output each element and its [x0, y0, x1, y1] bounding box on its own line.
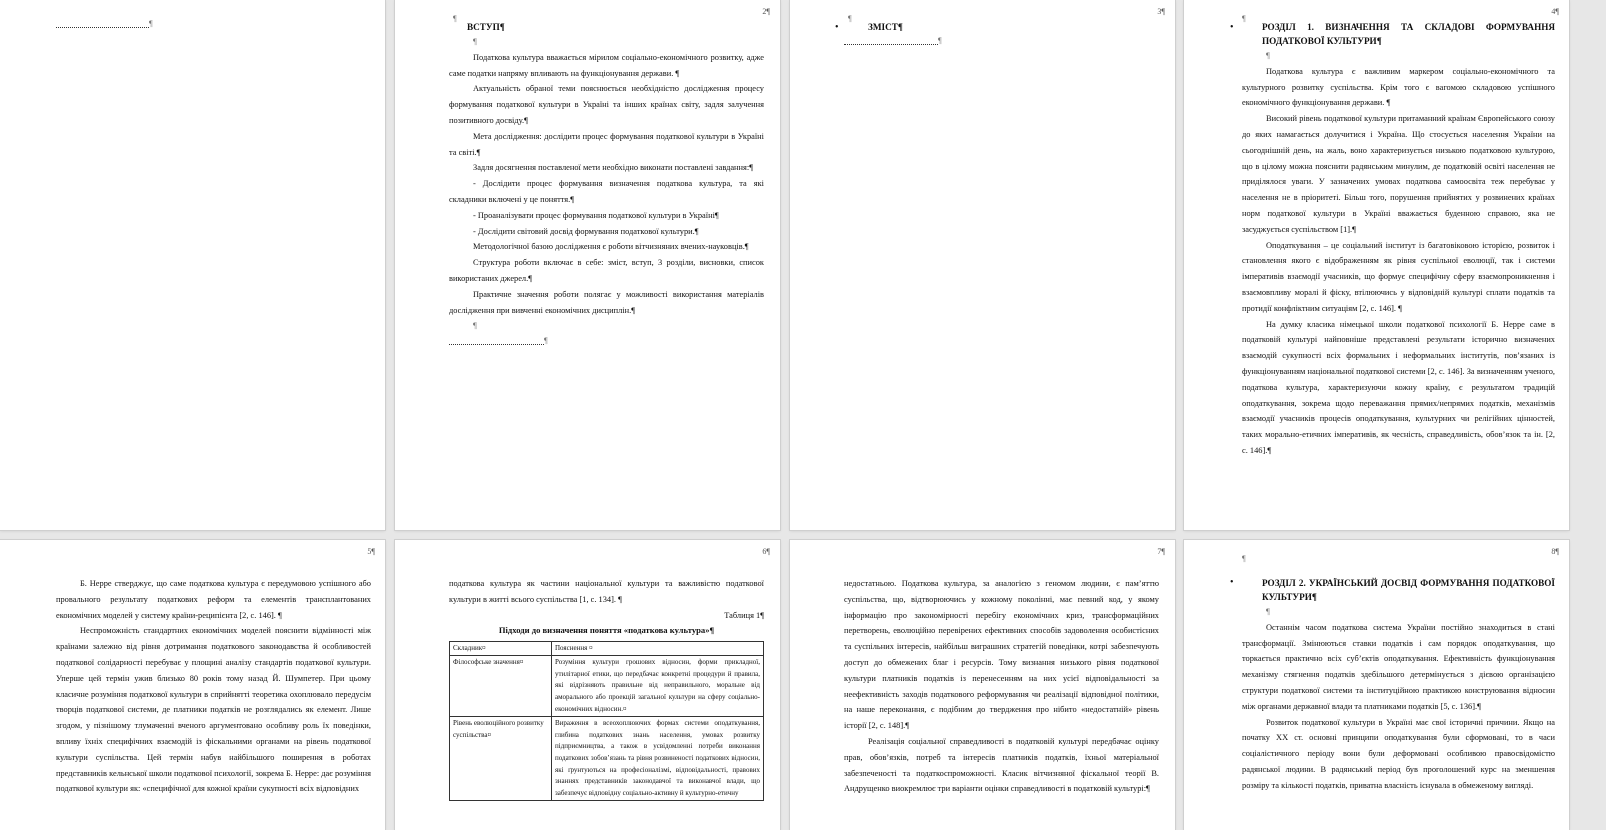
page-number: 3¶: [1157, 7, 1165, 16]
page-1-toc-line: [56, 19, 153, 28]
table-cell: Філософське значення¤: [450, 656, 552, 717]
paragraph: податкова культура як частини національної культури та важливістю податкової культури в житті всього суспільства [1, с. 134]. ¶: [449, 579, 764, 604]
definitions-table: [449, 641, 764, 802]
chapter-heading: РОЗДІЛ 1. ВИЗНАЧЕННЯ ТА СКЛАДОВІ ФОРМУВАННЯ ПОДАТКОВОЇ КУЛЬТУРИ¶: [1262, 22, 1555, 46]
paragraph: Високий рівень податкової культури притаманний країнам Європейського союзу до яких намагається долучитися і Україна. Що стосується населення України на сьогоднішній день, на жаль, воно характеризується низькою податковою культурою, що в цілому можна пояснити радянським минулим, де податковій освіті населення не приділялося уваги. У зазначених умовах податкова самоосвіта теж перебуває у населення не в пріоритеті. Більш того, порушення прийнятих у розвинених країнах норм податкової культури в Україні вважається буденною справою, яка не засуджується суспільством [1].¶: [1242, 114, 1555, 234]
paragraph: Мета дослідження: дослідити процес формування податкової культури в Україні та світі.¶: [449, 131, 764, 157]
paragraph: ¶: [1266, 607, 1270, 616]
page-4: [1184, 0, 1569, 530]
paragraph: Останнім часом податкова система України постійно знаходиться в стані трансформації. Змінюються ставки податків і сам порядок оподаткування, що торкається практично всіх суб’єктів оподаткування. Ефективність функціонування механізму стягнення податків здебільшого детермінується з дієвою організацією структури податкової системи та інституційною практикою конструювання відносин між органами державної влади та платниками податків [5, с. 136].¶: [1242, 622, 1555, 711]
paragraph: Актуальність обраної теми пояснюється необхідністю дослідження процесу формування податкової культури в Україні та інших країнах світу, задля залучення позитивного досвіду.¶: [449, 84, 764, 125]
page-5: [0, 540, 385, 830]
bullet-icon: •: [1230, 577, 1234, 588]
bullet-icon: •: [1230, 22, 1234, 33]
table-row: [450, 641, 764, 656]
paragraph: Практичне значення роботи полягає у можливості використання матеріалів дослідження при вивченні економічних дисциплін.¶: [449, 289, 764, 315]
page-8: [1184, 540, 1569, 830]
dotted-leader: [844, 38, 938, 45]
pilcrow-mark: ¶: [1242, 14, 1246, 23]
toc-line: [844, 34, 1159, 48]
end-line: [449, 334, 764, 348]
page-2: [395, 0, 780, 530]
paragraph: Методологічної базою дослідження є роботи вітчизняних вчених-науковців.¶: [473, 242, 749, 252]
paragraph: недостатньою. Податкова культура, за аналогією з геномом людини, є пам’яттю суспільства, що, відтворюючись у кожному поколінні, має певний код, у якому інформацію про закономірності перебігу економічних криз, трансформаційних перетворень, еволюційно перевірених ефективних способів задоволення особистісних та суспільних інтересів, найбільш виграшних стратегій поведінки, котрі забезпечують доступ до обмежених благ і ресурсів. Тому визнання низького рівня податкової культури платників податків із перенесенням на них усієї відповідальності за неефективність заходів податкового реформування чи реалізації відповідної політики, на наше переконання, є подібним до твердження про нібито «недостатній» рівень історії [2, с. 148].¶: [844, 579, 1159, 731]
table-cell: Рівень еволюційного розвитку суспільства¤: [450, 717, 552, 801]
paragraph: Структура роботи включає в себе: зміст, вступ, 3 розділи, висновки, список використаних джерел.¶: [449, 258, 764, 283]
pilcrow-mark: ¶: [544, 336, 548, 346]
pilcrow-mark: ¶: [848, 14, 852, 23]
paragraph: Податкова культура вважається мірилом соціально-економічного розвитку, адже саме податки напряму впливають на функціонування держави. ¶: [449, 52, 764, 78]
table-title: Підходи до визначення поняття «податкова культура»¶: [498, 624, 715, 635]
table-caption: Таблиця 1¶: [724, 610, 764, 620]
paragraph: Розвиток податкової культури в Україні має свої історичні причини. Якщо на початку XX ст. основні принципи оподаткування були сформовані, то в часи соціалістичного періоду вони були деформовані особливою правосвідомістю радянської людини. В радянський період був проголошений курс на зменшення розміру та кількості податків, приватна власність існувала в обмеженому вигляді.: [1242, 717, 1555, 790]
paragraph: Неспроможність стандартних економічних моделей пояснити відмінності між країнами залежно від рівня дотримання податкового законодавства й особливостей податкової солідарності перебуває у площині аналізу стандартів податкової культури. Уперше цей термін ужив близько 80 років тому назад Й. Шумпетер. При цьому класичне розуміння податкової культури в сприйнятті теоретика охоплювало передусім творців податкової системи, де платники податків не розглядались як елемент. Лише згодом, у пізнішому тлумаченні вченого аргументовано особливу роль їх поведінки, впливу їхніх специфічних взаємодій із фіскальними органами на рівень податкової культури суспільства. Цей термін набув найбільшого поширення в роботах представників кельнської школи податкової психології, зокрема Б. Нерре: дає розуміння податкової культури як: «специфічної для кожної країни сукупності всіх відповідних: [56, 626, 371, 794]
paragraph: Оподаткування – це соціальний інститут із багатовіковою історією, розвиток і становлення якого є відображенням як рівня суспільної еволюції, так і системи імперативів взаємодії учасників, що формує специфічну сферу взаємопроникнення і взаємовпливу моралі й фіску, втілюючись у відповідній культурі сплати податків та протидії конфліктним ситуаціям [2, с. 146]. ¶: [1242, 240, 1555, 313]
dotted-leader: [56, 21, 149, 28]
paragraph: ¶: [473, 37, 477, 46]
paragraph: ¶: [473, 321, 477, 331]
paragraph: ¶: [1266, 51, 1270, 60]
paragraph: Задля досягнення поставленої мети необхідно виконати поставлені завдання:¶: [473, 163, 753, 173]
page-number: 2¶: [762, 7, 770, 16]
page-number: 6¶: [762, 547, 770, 556]
section-heading: ВСТУП¶: [467, 22, 505, 32]
pilcrow-mark: ¶: [1242, 554, 1246, 563]
pilcrow-mark: ¶: [453, 14, 457, 23]
paragraph: - Дослідити процес формування визначення податкова культура, та які складники включені у це поняття.¶: [449, 179, 764, 204]
page-3: [790, 0, 1175, 530]
page-1: [0, 0, 385, 530]
chapter-heading: РОЗДІЛ 2. УКРАЇНСЬКИЙ ДОСВІД ФОРМУВАННЯ ПОДАТКОВОЇ КУЛЬТУРИ¶: [1262, 578, 1555, 602]
page-number: 4¶: [1551, 7, 1559, 16]
table-cell: Вираження в всеохоплюючих формах системи оподаткування, глибина податкових знань населення, умовах розвитку підприємництва, а також в усвідомленні потреби виконання податкових зобов’язань та рівня розвиненості податкових відносин, які ґрунтуються на професіоналізмі, відповідальності, правових знаннях представників законодавчої та виконавчої влади, що забезпечує відповідну соціально-активну й культурно-етичну: [552, 717, 764, 801]
page-number: 8¶: [1551, 547, 1559, 556]
dotted-leader: [449, 338, 544, 345]
paragraph: Реалізація соціальної справедливості в податковій культурі передбачає оцінку прав, обов’язків, потреб та інтересів платників податків, їхньої матеріальної забезпеченості та податкоспроможності. Класик вітчизняної фіскальної теорії В. Андрущенко виокремлює три варіанти оцінки справедливості в податковій культурі:¶: [844, 736, 1159, 794]
section-heading: ЗМІСТ¶: [868, 22, 903, 32]
table-row: [450, 656, 764, 717]
page-7: [790, 540, 1175, 830]
paragraph: Б. Нерре стверджує, що саме податкова культура є передумовою успішного або провального результату податкових реформ та елементів трансплантованих економічних моделей у систему країни-реципієнта [2, с. 146]. ¶: [56, 579, 371, 620]
paragraph: - Дослідити світовий досвід формування податкової культури.¶: [473, 226, 699, 236]
pilcrow-mark: ¶: [149, 19, 153, 28]
table-cell: Розуміння культури грошових відносин, форми прикладної, утилітарної етики, що передбачає конкретні процедури й правила, які відрізняють правильне від неправильного, моральне від аморального або проекцій загальної культури на сферу соціально-економічних відносин.¤: [552, 656, 764, 717]
pilcrow-mark: ¶: [938, 36, 942, 45]
page-6: [395, 540, 780, 830]
paragraph: Податкова культура є важливим маркером соціально-економічного та культурного розвитку суспільства. Крім того є вагомою складовою успішного економічного функціонування держави. ¶: [1242, 66, 1555, 108]
bullet-icon: •: [835, 22, 839, 33]
paragraph: На думку класика німецької школи податкової психології Б. Нерре саме в податковій культурі найповніше представлені результати історично визначених взаємодій сукупності всіх формальних і неформальних інститутів, пов’язаних із функціонуванням національної податкової системи [2, с. 146]. За визначенням ученого, податкова культура, характеризуючи кожну країну, є результатом традицій оподаткування, зокрема щодо переважання прямих/непрямих податків, механізмів взаємодії учасників процесів оподаткування, культурних чи релігійних цінностей, таких морально-етичних імперативів, як чесність, справедливість, обов’язок та ін. [2, с. 146].¶: [1242, 319, 1555, 455]
page-number: 7¶: [1157, 547, 1165, 556]
paragraph: - Проаналізувати процес формування податкової культури в Україні¶: [473, 210, 719, 220]
table-cell: Пояснення ¤: [552, 641, 764, 656]
table-cell: Складник¤: [450, 641, 552, 656]
page-number: 5¶: [367, 547, 375, 556]
table-row: [450, 717, 764, 801]
